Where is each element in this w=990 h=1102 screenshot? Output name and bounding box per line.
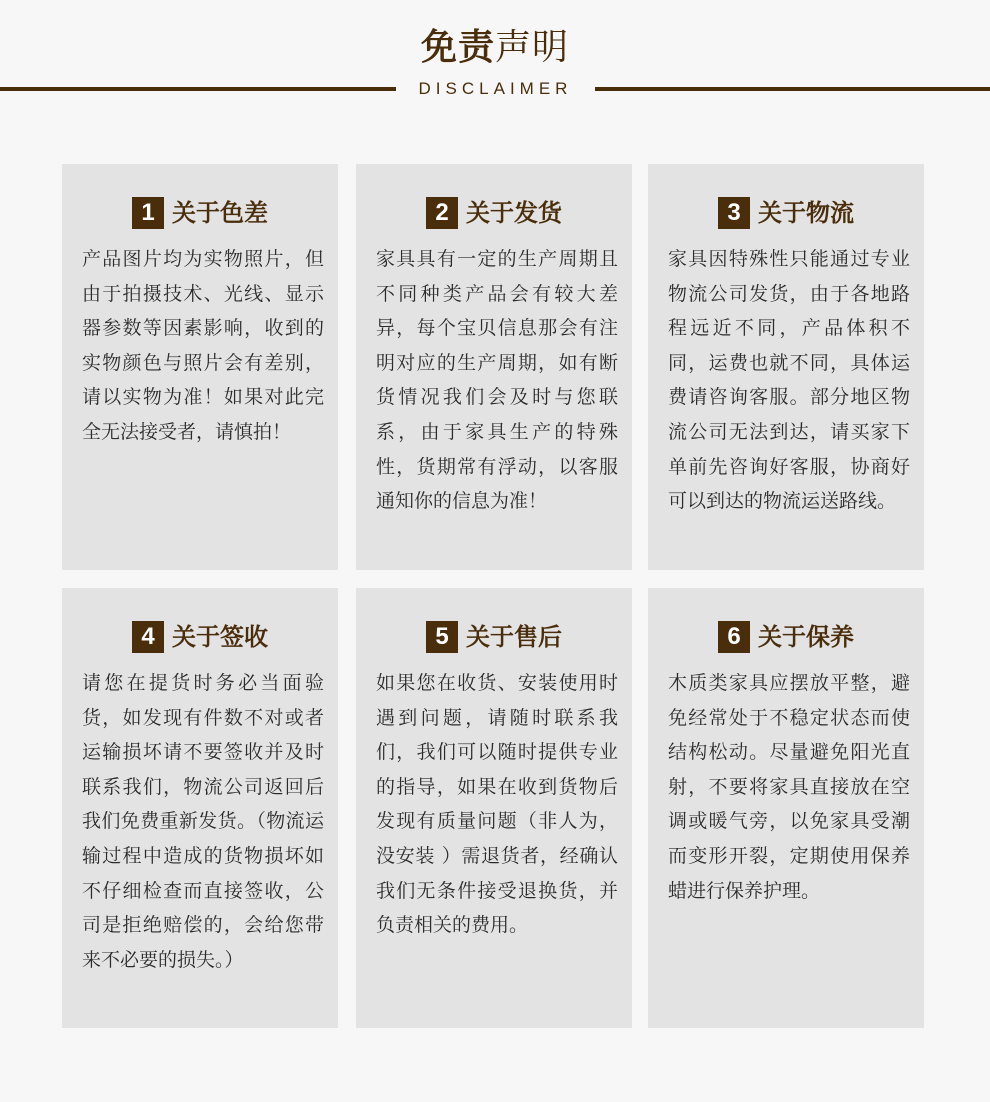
page-subtitle: DISCLAIMER [418, 79, 573, 98]
card-header [62, 196, 338, 228]
page-header [0, 0, 990, 110]
card-title: 关于色差 [172, 198, 268, 227]
card-title: 关于保养 [758, 622, 854, 651]
disclaimer-card-shipping [356, 164, 632, 570]
disclaimer-card-logistics [648, 164, 924, 570]
card-number-badge: 6 [718, 621, 750, 653]
card-header [648, 620, 924, 652]
card-body: 请您在提货时务必当面验货，如发现有件数不对或者运输损坏请不要签收并及时联系我们，物流公司返回后我们免费重新发货。（物流运输过程中造成的货物损坏如不仔细检查而直接签收，公司是拒绝赔偿的，会给您带来不必要的损失。） [82, 672, 324, 971]
card-number-badge: 3 [718, 197, 750, 229]
card-header [356, 620, 632, 652]
card-body: 家具具有一定的生产周期且不同种类产品会有较大差异，每个宝贝信息那会有注明对应的生产周期，如有断货情况我们会及时与您联系，由于家具生产的特殊性，货期常有浮动，以客服通知你的信息为准！ [376, 248, 618, 513]
card-title: 关于售后 [466, 622, 562, 651]
card-number-badge: 1 [132, 197, 164, 229]
page-title-bold: 免责 [420, 27, 495, 68]
card-body: 产品图片均为实物照片，但由于拍摄技术、光线、显示器参数等因素影响，收到的实物颜色与照片会有差别，请以实物为准！如果对此完全无法接受者，请慎拍！ [82, 248, 324, 443]
card-title: 关于签收 [172, 622, 268, 651]
card-title: 关于物流 [758, 198, 854, 227]
card-number-badge: 5 [426, 621, 458, 653]
card-header [356, 196, 632, 228]
card-number-badge: 2 [426, 197, 458, 229]
card-body: 木质类家具应摆放平整，避免经常处于不稳定状态而使结构松动。尽量避免阳光直射，不要将家具直接放在空调或暖气旁，以免家具受潮而变形开裂，定期使用保养蜡进行保养护理。 [668, 672, 910, 902]
disclaimer-card-color [62, 164, 338, 570]
card-number-badge: 4 [132, 621, 164, 653]
card-body: 家具因特殊性只能通过专业物流公司发货，由于各地路程远近不同，产品体积不同，运费也就不同，具体运费请咨询客服。部分地区物流公司无法到达，请买家下单前先咨询好客服，协商好可以到达的物流运送路线。 [668, 248, 910, 513]
card-body: 如果您在收货、安装使用时遇到问题，请随时联系我们，我们可以随时提供专业的指导，如果在收到货物后发现有质量问题（非人为，没安装 ）需退货者，经确认我们无条件接受退换货，并负责相关的费用。 [376, 672, 618, 937]
card-header [62, 620, 338, 652]
page-title [0, 24, 990, 72]
card-title: 关于发货 [466, 198, 562, 227]
card-header [648, 196, 924, 228]
page-title-thin: 声明 [495, 27, 570, 68]
disclaimer-card-maintenance [648, 588, 924, 1028]
title-rule-right [595, 87, 990, 91]
disclaimer-card-aftersales [356, 588, 632, 1028]
title-rule-left [0, 87, 396, 91]
disclaimer-card-receipt [62, 588, 338, 1028]
